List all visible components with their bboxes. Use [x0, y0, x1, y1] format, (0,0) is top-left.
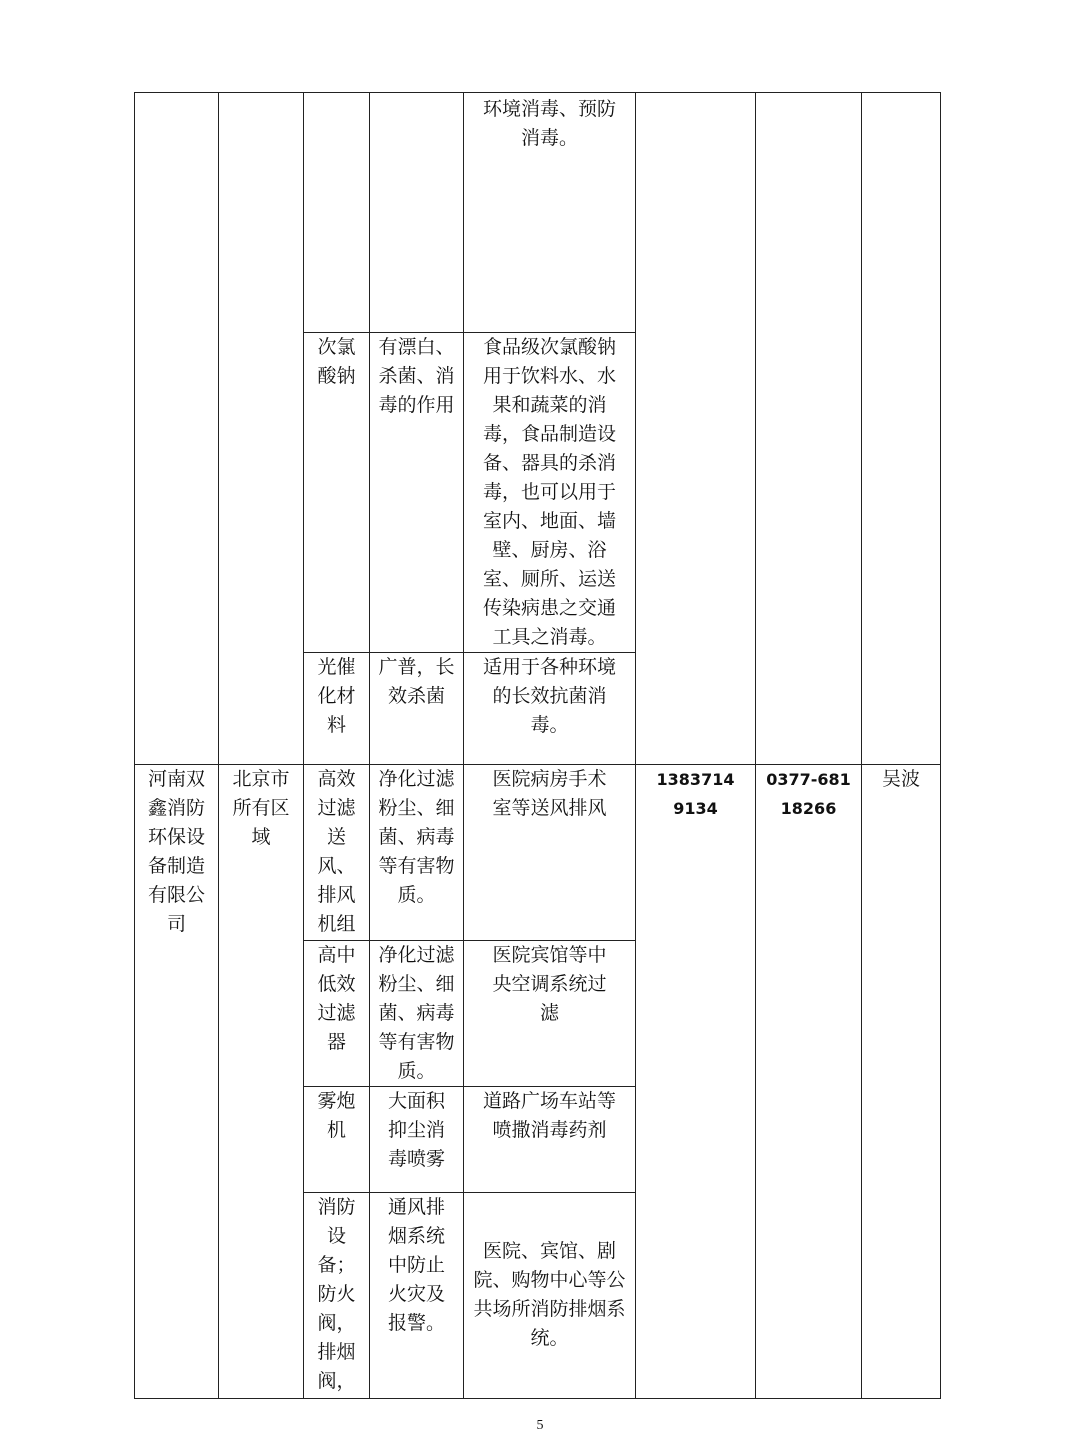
usage-cell: [464, 333, 636, 653]
product-cell: [304, 333, 370, 653]
feature-cell: [370, 1193, 464, 1399]
product-text: 高效过滤送风、排风机组: [317, 768, 356, 935]
product-text: 高中低效过滤器: [317, 944, 356, 1053]
product-text: 次氯酸钠: [317, 336, 356, 387]
region-cell: [219, 765, 304, 1399]
product-text: 雾炮机: [317, 1090, 356, 1141]
company-name: 河南双鑫消防环保设备制造有限公司: [147, 768, 205, 935]
feature-text: 通风排烟系统中防止火灾及报警。: [387, 1196, 445, 1334]
usage-text: 医院宾馆等中央空调系统过滤: [492, 944, 607, 1024]
usage-cell: [464, 653, 636, 765]
feature-cell: [370, 333, 464, 653]
usage-cell: [464, 1193, 636, 1399]
product-cell: [304, 653, 370, 765]
product-cell: [304, 1193, 370, 1399]
usage-text: 医院、宾馆、剧院、购物中心等公共场所消防排烟系统。: [473, 1240, 626, 1349]
usage-cell: [464, 765, 636, 941]
region-text: 北京市所有区域: [232, 768, 290, 848]
mobile-cell-prev: [636, 93, 756, 765]
feature-cell: [370, 941, 464, 1087]
product-text: [304, 93, 369, 97]
feature-text: 净化过滤粉尘、细菌、病毒等有害物质。: [378, 944, 455, 1082]
phone-cell: [756, 765, 862, 1399]
contact-text: 吴波: [882, 768, 921, 790]
usage-text: 道路广场车站等喷撒消毒药剂: [482, 1090, 616, 1141]
product-text: 光催化材料: [317, 656, 356, 736]
feature-text: [370, 93, 463, 97]
usage-text: 环境消毒、预防消毒。: [482, 98, 616, 149]
feature-text: 有漂白、杀菌、消毒的作用: [378, 336, 455, 416]
contact-cell-prev: [862, 93, 941, 765]
product-cell: [304, 941, 370, 1087]
feature-cell: [370, 93, 464, 333]
usage-text: 适用于各种环境的长效抗菌消毒。: [482, 656, 616, 736]
feature-cell: [370, 653, 464, 765]
mobile-cell: [636, 765, 756, 1399]
product-cell: [304, 765, 370, 941]
usage-text: 食品级次氯酸钠用于饮料水、水果和蔬菜的消毒，食品制造设备、器具的杀消毒，也可以用于室内、地面、墙壁、厨房、浴室、厕所、运送传染病患之交通工具之消毒。: [482, 336, 616, 648]
usage-cell: [464, 941, 636, 1087]
phone-text: 0377-68118266: [766, 770, 851, 818]
product-table: [134, 92, 941, 1399]
usage-text: 医院病房手术室等送风排风: [492, 768, 607, 819]
usage-cell: [464, 93, 636, 333]
feature-cell: [370, 765, 464, 941]
product-cell: [304, 93, 370, 333]
company-name-cell: [135, 765, 219, 1399]
contact-cell: [862, 765, 941, 1399]
feature-cell: [370, 1087, 464, 1193]
usage-cell: [464, 1087, 636, 1193]
product-cell: [304, 1087, 370, 1193]
feature-text: 广普，长效杀菌: [378, 656, 455, 707]
product-text: 消防设备；防火阀，排烟阀，: [317, 1196, 356, 1392]
phone-cell-prev: [756, 93, 862, 765]
page-number: 5: [536, 1418, 544, 1433]
feature-text: 大面积抑尘消毒喷雾: [387, 1090, 445, 1170]
feature-text: 净化过滤粉尘、细菌、病毒等有害物质。: [378, 768, 455, 906]
mobile-text: 13837149134: [656, 770, 735, 818]
company-cell-prev: [135, 93, 219, 765]
region-cell-prev: [219, 93, 304, 765]
